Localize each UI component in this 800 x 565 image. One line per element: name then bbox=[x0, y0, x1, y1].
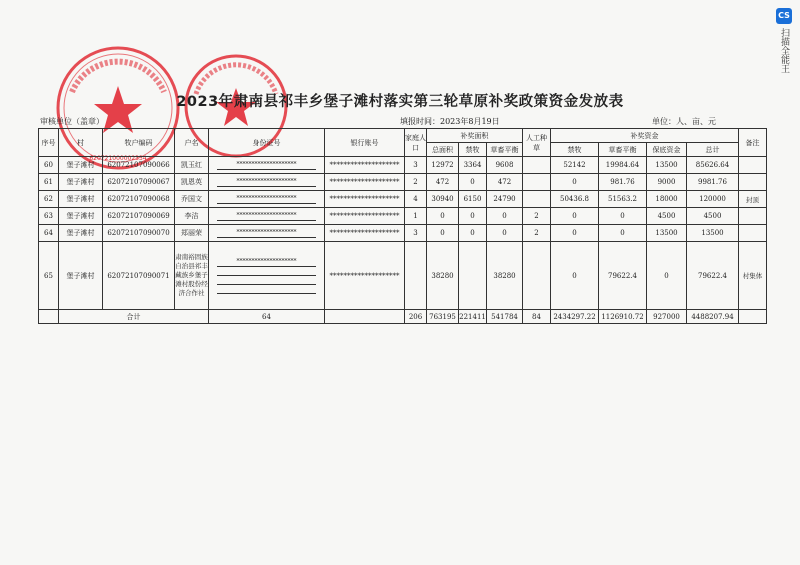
cell-bank: ******************** bbox=[325, 191, 405, 208]
col-seq-header: 序号 bbox=[39, 129, 59, 157]
cell-fund-protect: 18000 bbox=[647, 191, 687, 208]
seal-code-text: 620721000002334 bbox=[89, 155, 147, 162]
total-pop: 206 bbox=[405, 310, 427, 324]
cell-remark: 封顶 bbox=[739, 191, 767, 208]
cell-fund-protect: 13500 bbox=[647, 225, 687, 242]
camscanner-logo-icon: CS bbox=[776, 8, 792, 24]
cell-seq: 62 bbox=[39, 191, 59, 208]
cell-total-area: 30940 bbox=[427, 191, 459, 208]
cell-pop: 3 bbox=[405, 225, 427, 242]
cell-total-area: 0 bbox=[427, 225, 459, 242]
total-label: 合计 bbox=[59, 310, 209, 324]
total-fund-total: 4488207.94 bbox=[687, 310, 739, 324]
cell-artificial bbox=[523, 242, 551, 310]
cell-fund-total: 13500 bbox=[687, 225, 739, 242]
cell-balance: 0 bbox=[487, 225, 523, 242]
total-count: 64 bbox=[209, 310, 325, 324]
cell-village: 堡子滩村 bbox=[59, 191, 103, 208]
cell-code: 62072107090068 bbox=[103, 191, 175, 208]
col-balance-header: 草畜平衡 bbox=[487, 143, 523, 157]
cell-fund-balance: 981.76 bbox=[599, 174, 647, 191]
cell-seq: 65 bbox=[39, 242, 59, 310]
cell-remark bbox=[739, 208, 767, 225]
col-fund-ban-header: 禁牧 bbox=[551, 143, 599, 157]
cell-fund-ban: 0 bbox=[551, 208, 599, 225]
cell-village: 堡子滩村 bbox=[59, 242, 103, 310]
camscanner-text: 扫描全能王 bbox=[779, 28, 789, 73]
cell-fund-protect: 4500 bbox=[647, 208, 687, 225]
cell-village: 堡子滩村 bbox=[59, 157, 103, 174]
col-fund-balance-header: 草畜平衡 bbox=[599, 143, 647, 157]
cell-seq: 61 bbox=[39, 174, 59, 191]
cell-name: 李洁 bbox=[175, 208, 209, 225]
cell-code: 62072107090066 bbox=[103, 157, 175, 174]
table-row bbox=[39, 191, 767, 208]
cell-fund-total: 79622.4 bbox=[687, 242, 739, 310]
cell-artificial bbox=[523, 157, 551, 174]
col-village-header: 村 bbox=[59, 129, 103, 157]
id-masked: ******************** bbox=[217, 195, 317, 204]
cell-fund-balance: 19984.64 bbox=[599, 157, 647, 174]
camscanner-watermark bbox=[774, 8, 794, 128]
id-masked: ******************** bbox=[217, 212, 317, 221]
total-fund-ban: 2434297.22 bbox=[551, 310, 599, 324]
cell-id bbox=[209, 174, 325, 191]
total-area: 763195 bbox=[427, 310, 459, 324]
cell-balance: 9608 bbox=[487, 157, 523, 174]
document-title: 2023年肃南县祁丰乡堡子滩村落实第三轮草原补奖政策资金发放表 bbox=[176, 94, 624, 110]
cell-name: 郑丽荣 bbox=[175, 225, 209, 242]
col-population-header: 家庭人口 bbox=[405, 129, 427, 157]
cell-bank: ******************** bbox=[325, 225, 405, 242]
cell-id bbox=[209, 157, 325, 174]
cell-total-area: 0 bbox=[427, 208, 459, 225]
id-masked: ******************** bbox=[217, 229, 317, 238]
cell-fund-total: 85626.64 bbox=[687, 157, 739, 174]
cell-balance: 472 bbox=[487, 174, 523, 191]
cell-village: 堡子滩村 bbox=[59, 174, 103, 191]
cell-total-area: 472 bbox=[427, 174, 459, 191]
cell-pop: 4 bbox=[405, 191, 427, 208]
cell-name: 凯玉红 bbox=[175, 157, 209, 174]
cell-code: 62072107090069 bbox=[103, 208, 175, 225]
col-bank-header: 银行账号 bbox=[325, 129, 405, 157]
col-id-header: 身份证号 bbox=[209, 129, 325, 157]
cell-ban: 3364 bbox=[459, 157, 487, 174]
total-fund-protect: 927000 bbox=[647, 310, 687, 324]
col-remark-header: 备注 bbox=[739, 129, 767, 157]
cell-name: 乔国文 bbox=[175, 191, 209, 208]
cell-remark bbox=[739, 174, 767, 191]
id-masked: ******************** bbox=[217, 178, 317, 187]
cell-fund-ban: 0 bbox=[551, 225, 599, 242]
cell-balance: 24790 bbox=[487, 191, 523, 208]
cell-balance: 0 bbox=[487, 208, 523, 225]
cell-ban: 0 bbox=[459, 174, 487, 191]
cell-pop: 1 bbox=[405, 208, 427, 225]
cell-blank bbox=[39, 310, 59, 324]
cell-ban: 0 bbox=[459, 225, 487, 242]
cell-pop bbox=[405, 242, 427, 310]
total-artificial: 84 bbox=[523, 310, 551, 324]
cell-name: 凯恩英 bbox=[175, 174, 209, 191]
cell-pop: 2 bbox=[405, 174, 427, 191]
cell-code: 62072107090067 bbox=[103, 174, 175, 191]
cell-artificial: 2 bbox=[523, 225, 551, 242]
unit-label: 单位：人、亩、元 bbox=[652, 117, 716, 126]
audit-unit-label: 审核单位（盖章） bbox=[40, 117, 104, 126]
cell-bank: ******************** bbox=[325, 157, 405, 174]
cell-balance: 38280 bbox=[487, 242, 523, 310]
id-masked: ******************** bbox=[217, 258, 317, 267]
cell-ban: 0 bbox=[459, 208, 487, 225]
cell-id bbox=[209, 225, 325, 242]
cell-blank bbox=[739, 310, 767, 324]
cell-fund-balance: 0 bbox=[599, 208, 647, 225]
cell-fund-balance: 51563.2 bbox=[599, 191, 647, 208]
cell-fund-ban: 0 bbox=[551, 174, 599, 191]
table-row bbox=[39, 225, 767, 242]
cell-code: 62072107090071 bbox=[103, 242, 175, 310]
cell-remark bbox=[739, 225, 767, 242]
id-masked-line bbox=[217, 267, 317, 276]
id-masked: ******************** bbox=[217, 161, 317, 170]
subsidy-table bbox=[38, 128, 767, 324]
cell-seq: 63 bbox=[39, 208, 59, 225]
id-masked-line bbox=[217, 276, 317, 285]
cell-total-area: 12972 bbox=[427, 157, 459, 174]
cell-total-area: 38280 bbox=[427, 242, 459, 310]
col-ban-header: 禁牧 bbox=[459, 143, 487, 157]
cell-bank: ******************** bbox=[325, 208, 405, 225]
cell-id bbox=[209, 242, 325, 310]
table-row bbox=[39, 157, 767, 174]
cell-artificial: 2 bbox=[523, 208, 551, 225]
cell-remark bbox=[739, 157, 767, 174]
area-group-header: 补奖面积 bbox=[427, 129, 523, 143]
cell-village: 堡子滩村 bbox=[59, 208, 103, 225]
table-row bbox=[39, 208, 767, 225]
cell-code: 62072107090070 bbox=[103, 225, 175, 242]
cell-bank: ******************** bbox=[325, 174, 405, 191]
cell-fund-balance: 79622.4 bbox=[599, 242, 647, 310]
col-fund-protect-header: 保底资金 bbox=[647, 143, 687, 157]
fill-time-label: 填报时间：2023年8月19日 bbox=[400, 117, 500, 126]
cell-fund-protect: 9000 bbox=[647, 174, 687, 191]
col-herder-code-header: 牧户编码 bbox=[103, 129, 175, 157]
total-row bbox=[39, 310, 767, 324]
header-row-1 bbox=[39, 129, 767, 143]
col-artificial-header: 人工种草 bbox=[523, 129, 551, 157]
cell-artificial bbox=[523, 191, 551, 208]
cell-fund-balance: 0 bbox=[599, 225, 647, 242]
cell-seq: 60 bbox=[39, 157, 59, 174]
cell-village: 堡子滩村 bbox=[59, 225, 103, 242]
col-total-area-header: 总面积 bbox=[427, 143, 459, 157]
col-fund-total-header: 总计 bbox=[687, 143, 739, 157]
cell-name: 肃南裕固族自治县祁丰藏族乡堡子滩村股份经济合作社 bbox=[175, 242, 209, 310]
table-row bbox=[39, 174, 767, 191]
cell-fund-protect: 0 bbox=[647, 242, 687, 310]
cell-fund-total: 120000 bbox=[687, 191, 739, 208]
cell-bank: ******************** bbox=[325, 242, 405, 310]
col-household-header: 户名 bbox=[175, 129, 209, 157]
cell-id bbox=[209, 191, 325, 208]
id-masked-line bbox=[217, 285, 317, 294]
cell-seq: 64 bbox=[39, 225, 59, 242]
cell-id bbox=[209, 208, 325, 225]
total-ban: 221411 bbox=[459, 310, 487, 324]
cell-fund-total: 9981.76 bbox=[687, 174, 739, 191]
cell-blank bbox=[325, 310, 405, 324]
fund-group-header: 补奖资金 bbox=[551, 129, 739, 143]
cell-fund-total: 4500 bbox=[687, 208, 739, 225]
total-fund-balance: 1126910.72 bbox=[599, 310, 647, 324]
total-balance: 541784 bbox=[487, 310, 523, 324]
cell-fund-protect: 13500 bbox=[647, 157, 687, 174]
table-row bbox=[39, 242, 767, 310]
cell-fund-ban: 0 bbox=[551, 242, 599, 310]
cell-ban: 6150 bbox=[459, 191, 487, 208]
cell-pop: 3 bbox=[405, 157, 427, 174]
cell-remark: 村集体 bbox=[739, 242, 767, 310]
cell-ban bbox=[459, 242, 487, 310]
cell-fund-ban: 50436.8 bbox=[551, 191, 599, 208]
cell-fund-ban: 52142 bbox=[551, 157, 599, 174]
cell-artificial bbox=[523, 174, 551, 191]
